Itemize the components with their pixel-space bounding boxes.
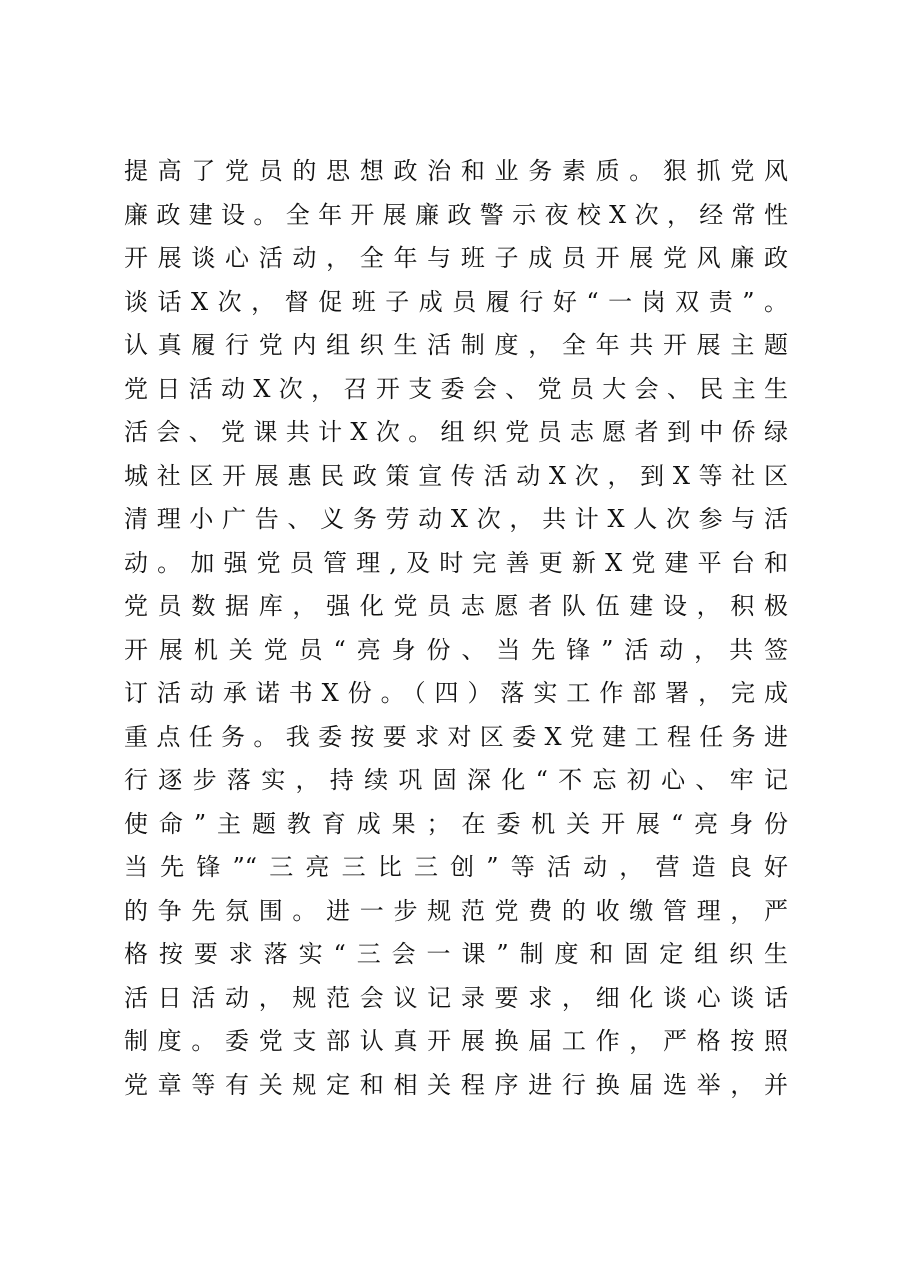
text-line-12: 开展机关党员“亮身份、当先锋”活动，共签 — [124, 635, 788, 664]
text-line-22: 党章等有关规定和相关程序进行换届选举，并 — [124, 1070, 788, 1099]
text-line-7: 活会、党课共计X次。组织党员志愿者到中侨绿 — [124, 418, 788, 446]
text-line-10: 动。加强党员管理,及时完善更新X党建平台和 — [124, 548, 788, 577]
text-line-21: 制度。委党支部认真开展换届工作，严格按照 — [124, 1027, 788, 1055]
text-line-20: 活日活动，规范会议记录要求，细化谈心谈话 — [124, 983, 788, 1012]
text-line-2: 廉政建设。全年开展廉政警示夜校X次，经常性 — [124, 200, 788, 229]
text-line-14: 重点任务。我委按要求对区委X党建工程任务进 — [124, 722, 788, 751]
text-line-16: 使命”主题教育成果；在委机关开展“亮身份 — [124, 809, 788, 838]
text-line-15: 行逐步落实，持续巩固深化“不忘初心、牢记 — [124, 766, 788, 794]
text-line-8: 城社区开展惠民政策宣传活动X次，到X等社区 — [124, 461, 788, 490]
text-line-9: 清理小广告、义务劳动X次，共计X人次参与活 — [124, 505, 788, 533]
body-text — [124, 150, 788, 1107]
text-line-18: 的争先氛围。进一步规范党费的收缴管理，严 — [124, 896, 788, 925]
text-line-6: 党日活动X次，召开支委会、党员大会、民主生 — [124, 374, 788, 403]
text-line-1: 提高了党员的思想政治和业务素质。狠抓党风 — [124, 157, 788, 185]
text-line-17: 当先锋”“三亮三比三创”等活动，营造良好 — [124, 853, 788, 881]
text-line-5: 认真履行党内组织生活制度，全年共开展主题 — [124, 331, 788, 359]
text-line-19: 格按要求落实“三会一课”制度和固定组织生 — [124, 940, 788, 968]
text-line-13: 订活动承诺书X份。（四）落实工作部署，完成 — [124, 679, 788, 707]
text-line-11: 党员数据库，强化党员志愿者队伍建设，积极 — [124, 592, 788, 620]
text-line-3: 开展谈心活动，全年与班子成员开展党风廉政 — [124, 244, 788, 272]
text-line-4: 谈话X次，督促班子成员履行好“一岗双责”。 — [124, 287, 788, 316]
